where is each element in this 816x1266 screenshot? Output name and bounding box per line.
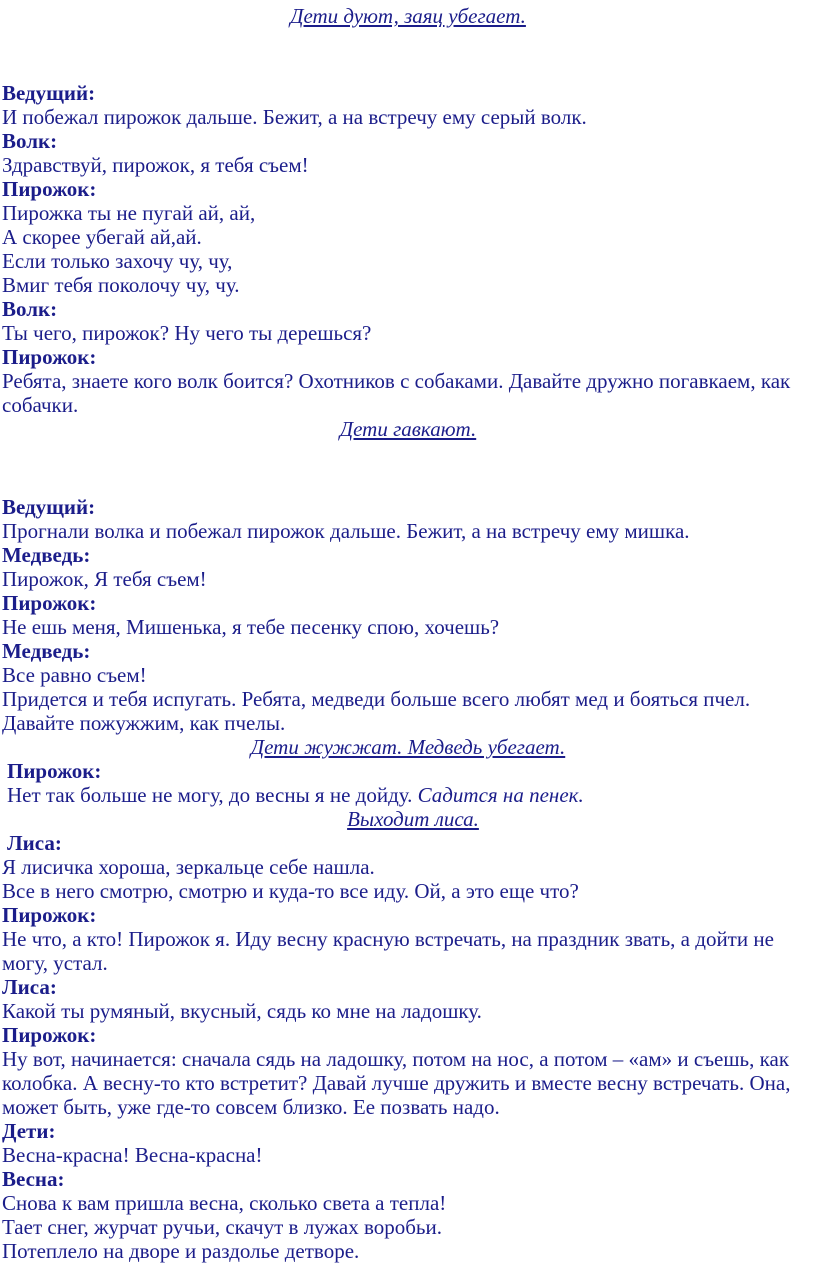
dialogue-line: А скорее убегай ай,ай. [2, 225, 202, 249]
speaker-label: Волк: [2, 297, 58, 321]
stage-direction: Выходит лиса. [347, 807, 479, 831]
dialogue-line: собачки. [2, 393, 79, 417]
speaker-label: Волк: [2, 129, 58, 153]
dialogue-line: могу, устал. [2, 951, 108, 975]
dialogue-line: Давайте пожужжим, как пчелы. [2, 711, 286, 735]
stage-direction: Дети дуют, заяц убегает. [290, 4, 526, 28]
inline-stage-direction: Садится на пенек. [417, 783, 584, 807]
dialogue-line [7, 783, 584, 807]
dialogue-line: Ты чего, пирожок? Ну чего ты дерешься? [2, 321, 372, 345]
dialogue-line: Если только захочу чу, чу, [2, 249, 233, 273]
dialogue-line: может быть, уже где-то совсем близко. Ее позвать надо. [2, 1095, 500, 1119]
stage-direction: Дети гавкают. [339, 417, 477, 441]
speaker-label: Пирожок: [2, 177, 97, 201]
speaker-label: Ведущий: [2, 81, 96, 105]
dialogue-line: Пирожок, Я тебя съем! [2, 567, 207, 591]
dialogue-text: Нет так больше не могу, до весны я не дойду. [7, 783, 413, 807]
dialogue-line: Пирожка ты не пугай ай, ай, [2, 201, 256, 225]
dialogue-line: Все равно съем! [2, 663, 147, 687]
dialogue-line: Ребята, знаете кого волк боится? Охотников с собаками. Давайте дружно погавкаем, как [2, 369, 791, 393]
speaker-label: Пирожок: [2, 345, 97, 369]
dialogue-line: Вмиг тебя поколочу чу, чу. [2, 273, 240, 297]
dialogue-line: Весна-красна! Весна-красна! [2, 1143, 263, 1167]
dialogue-line: колобка. А весну-то кто встретит? Давай лучше дружить и вместе весну встречать. Она, [2, 1071, 791, 1095]
dialogue-line: Ну вот, начинается: сначала сядь на ладошку, потом на нос, а потом – «ам» и съешь, как [2, 1047, 790, 1071]
dialogue-line: Снова к вам пришла весна, сколько света а тепла! [2, 1191, 447, 1215]
speaker-label: Пирожок: [2, 903, 97, 927]
speaker-label: Медведь: [2, 639, 91, 663]
speaker-label: Пирожок: [2, 591, 97, 615]
dialogue-line: Не ешь меня, Мишенька, я тебе песенку спою, хочешь? [2, 615, 500, 639]
speaker-label: Дети: [2, 1119, 56, 1143]
dialogue-line: И побежал пирожок дальше. Бежит, а на встречу ему серый волк. [2, 105, 587, 129]
dialogue-line: Здравствуй, пирожок, я тебя съем! [2, 153, 309, 177]
speaker-label: Весна: [2, 1167, 65, 1191]
dialogue-line: Не что, а кто! Пирожок я. Иду весну красную встречать, на праздник звать, а дойти не [2, 927, 774, 951]
speaker-label: Лиса: [7, 831, 62, 855]
stage-direction: Дети жужжат. Медведь убегает. [250, 735, 566, 759]
dialogue-line: Потеплело на дворе и раздолье детворе. [2, 1239, 360, 1263]
speaker-label: Ведущий: [2, 495, 96, 519]
dialogue-line: Какой ты румяный, вкусный, сядь ко мне на ладошку. [2, 999, 482, 1023]
speaker-label: Медведь: [2, 543, 91, 567]
dialogue-line: Прогнали волка и побежал пирожок дальше. Бежит, а на встречу ему мишка. [2, 519, 690, 543]
dialogue-line: Тает снег, журчат ручьи, скачут в лужах воробьи. [2, 1215, 442, 1239]
speaker-label: Пирожок: [7, 759, 102, 783]
speaker-label: Пирожок: [2, 1023, 97, 1047]
speaker-label: Лиса: [2, 975, 57, 999]
dialogue-line: Все в него смотрю, смотрю и куда-то все иду. Ой, а это еще что? [2, 879, 579, 903]
dialogue-line: Придется и тебя испугать. Ребята, медведи больше всего любят мед и бояться пчел. [2, 687, 751, 711]
dialogue-line: Я лисичка хороша, зеркальце себе нашла. [2, 855, 375, 879]
